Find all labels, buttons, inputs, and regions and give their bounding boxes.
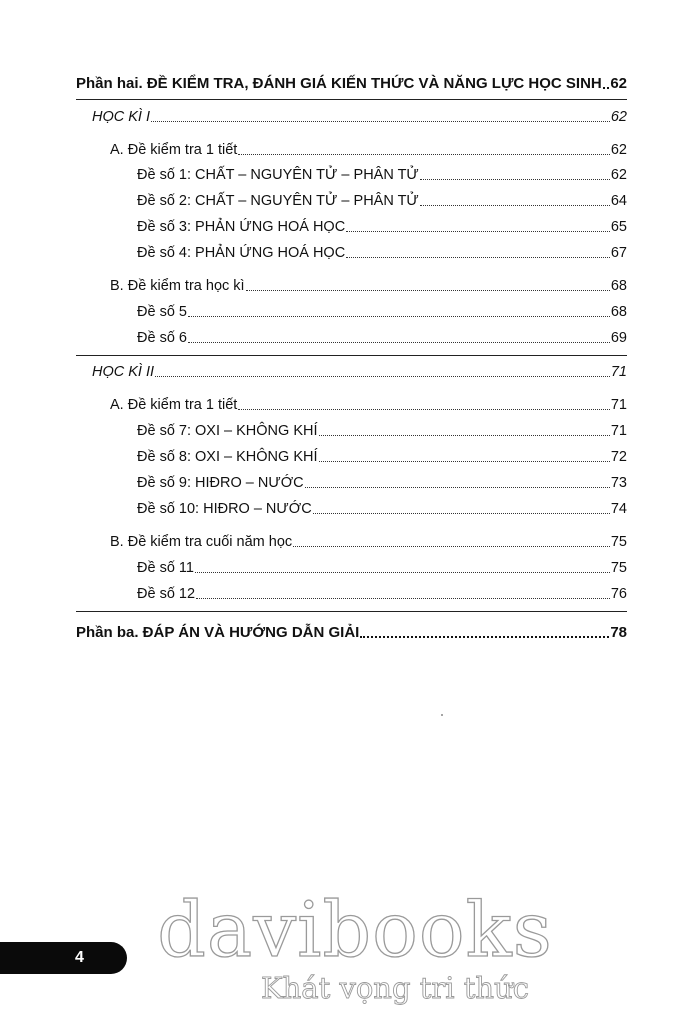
dot-leader [313,513,610,514]
dot-leader [319,461,610,462]
toc-entry-page: 67 [610,245,627,261]
toc-entry-title: HỌC KÌ II [92,364,155,380]
toc-entry-page: 71 [610,364,627,380]
dot-leader [246,290,610,291]
toc-entry-page: 62 [610,142,627,158]
toc-entry-title: Đề số 8: OXI – KHÔNG KHÍ [137,449,318,465]
print-speck [441,714,443,716]
toc-entry-page: 69 [610,330,627,346]
dot-leader [346,257,610,258]
toc-entry-title: Đề số 12 [137,586,196,602]
toc-entry-title: B. Đề kiểm tra cuối năm học [110,534,293,550]
toc-entry-title: A. Đề kiểm tra 1 tiết [110,142,238,158]
toc-entry-page: 64 [610,193,627,209]
toc-entry-de-10[interactable] [137,500,627,518]
dot-leader [238,154,610,155]
toc-entry-page: 71 [610,397,627,413]
toc-entry-page: 62 [610,167,627,183]
toc-entry-title: HỌC KÌ I [92,109,151,125]
toc-entry-title: B. Đề kiểm tra học kì [110,278,245,294]
toc-entry-page: 62 [610,109,627,125]
toc-entry-de-12[interactable] [137,585,627,603]
dot-leader [346,231,610,232]
toc-entry-semester-1[interactable] [92,108,627,126]
dot-leader [188,316,610,317]
dot-leader [151,121,610,122]
toc-entry-page: 68 [610,304,627,320]
toc-entry-title: Đề số 7: OXI – KHÔNG KHÍ [137,423,318,439]
davibooks-watermark [150,878,560,1008]
toc-entry-title: A. Đề kiểm tra 1 tiết [110,397,238,413]
toc-entry-title: Đề số 4: PHẢN ỨNG HOÁ HỌC [137,245,346,261]
dot-leader [195,572,610,573]
toc-entry-page: 71 [610,423,627,439]
toc-entry-part-two[interactable] [76,75,627,93]
divider [76,611,627,612]
toc-entry-de-7[interactable] [137,422,627,440]
toc-entry-de-3[interactable] [137,218,627,236]
toc-entry-de-8[interactable] [137,448,627,466]
page-number: 4 [75,949,84,966]
toc-entry-title: Đề số 6 [137,330,187,346]
toc-entry-sem2-section-b[interactable] [110,533,627,551]
dot-leader [238,409,610,410]
page-number-tab [0,942,127,974]
dot-leader [603,87,610,89]
toc-entry-title: Đề số 3: PHẢN ỨNG HOÁ HỌC [137,219,346,235]
dot-leader [196,598,610,599]
dot-leader [420,205,610,206]
toc-entry-title: Phần hai. ĐỀ KIỂM TRA, ĐÁNH GIÁ KIẾN THỨC VÀ NĂNG LỰC HỌC SINH [76,75,602,92]
toc-entry-page: 62 [610,75,627,92]
toc-entry-page: 74 [610,501,627,517]
toc-entry-title: Đề số 10: HIĐRO – NƯỚC [137,501,312,517]
toc-entry-de-5[interactable] [137,303,627,321]
toc-entry-title: Đề số 1: CHẤT – NGUYÊN TỬ – PHÂN TỬ [137,167,419,183]
dot-leader [188,342,610,343]
dot-leader [293,546,610,547]
toc-entry-page: 76 [610,586,627,602]
toc-entry-title: Đề số 5 [137,304,187,320]
toc-entry-title: Đề số 9: HIĐRO – NƯỚC [137,475,304,491]
dot-leader [319,435,610,436]
toc-entry-de-6[interactable] [137,329,627,347]
toc-entry-title: Đề số 11 [137,560,194,576]
divider [76,355,627,356]
toc-entry-de-9[interactable] [137,474,627,492]
dot-leader [155,376,610,377]
toc-entry-title: Phần ba. ĐÁP ÁN VÀ HƯỚNG DẪN GIẢI [76,624,360,641]
divider [76,99,627,100]
toc-entry-page: 68 [610,278,627,294]
toc-entry-page: 72 [610,449,627,465]
toc-entry-page: 75 [610,560,627,576]
dot-leader [305,487,610,488]
toc-entry-de-1[interactable] [137,166,627,184]
toc-entry-semester-2[interactable] [92,363,627,381]
dot-leader [360,636,609,638]
toc-entry-sem1-section-a[interactable] [110,141,627,159]
toc-entry-de-2[interactable] [137,192,627,210]
toc-entry-de-11[interactable] [137,559,627,577]
toc-entry-page: 78 [610,624,627,641]
watermark-brand: davibooks [157,885,553,974]
watermark-slogan: Khát vọng tri thức [260,971,530,1005]
toc-entry-page: 73 [610,475,627,491]
toc-entry-de-4[interactable] [137,244,627,262]
toc-entry-page: 75 [610,534,627,550]
toc-entry-sem1-section-b[interactable] [110,277,627,295]
toc-entry-sem2-section-a[interactable] [110,396,627,414]
toc-entry-part-three[interactable] [76,624,627,642]
toc-entry-title: Đề số 2: CHẤT – NGUYÊN TỬ – PHÂN TỬ [137,193,419,209]
dot-leader [420,179,610,180]
toc-entry-page: 65 [610,219,627,235]
